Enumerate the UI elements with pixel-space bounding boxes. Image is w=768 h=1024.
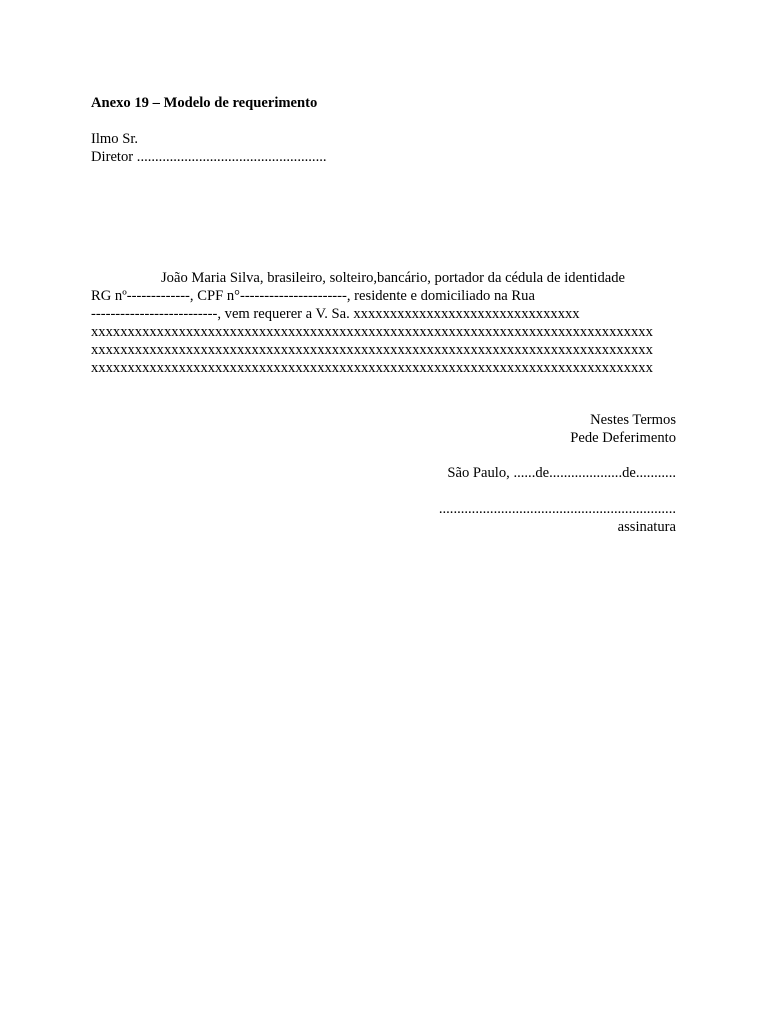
salutation-line-2: Diretor .................................................... xyxy=(91,149,327,165)
closing-line-1: Nestes Termos xyxy=(590,412,676,428)
body-line-4: xxxxxxxxxxxxxxxxxxxxxxxxxxxxxxxxxxxxxxxxxxxxxxxxxxxxxxxxxxxxxxxxxxxxxxxxxxxxx xyxy=(91,324,653,340)
date-line: São Paulo, ......de....................de........... xyxy=(447,465,676,481)
document-title: Anexo 19 – Modelo de requerimento xyxy=(91,95,318,111)
signature-label: assinatura xyxy=(617,519,676,535)
body-line-5: xxxxxxxxxxxxxxxxxxxxxxxxxxxxxxxxxxxxxxxxxxxxxxxxxxxxxxxxxxxxxxxxxxxxxxxxxxxxx xyxy=(91,342,653,358)
closing-line-2: Pede Deferimento xyxy=(570,430,676,446)
body-line-3: --------------------------, vem requerer a V. Sa. xxxxxxxxxxxxxxxxxxxxxxxxxxxxxxx xyxy=(91,306,580,322)
signature-line: ................................................................. xyxy=(438,501,676,517)
body-line-2: RG nº-------------, CPF n°----------------------, residente e domiciliado na Rua xyxy=(91,288,535,304)
body-line-1: João Maria Silva, brasileiro, solteiro,bancário, portador da cédula de identidade xyxy=(161,270,625,286)
salutation-line-1: Ilmo Sr. xyxy=(91,131,139,147)
body-line-6: xxxxxxxxxxxxxxxxxxxxxxxxxxxxxxxxxxxxxxxxxxxxxxxxxxxxxxxxxxxxxxxxxxxxxxxxxxxxx xyxy=(91,360,653,376)
